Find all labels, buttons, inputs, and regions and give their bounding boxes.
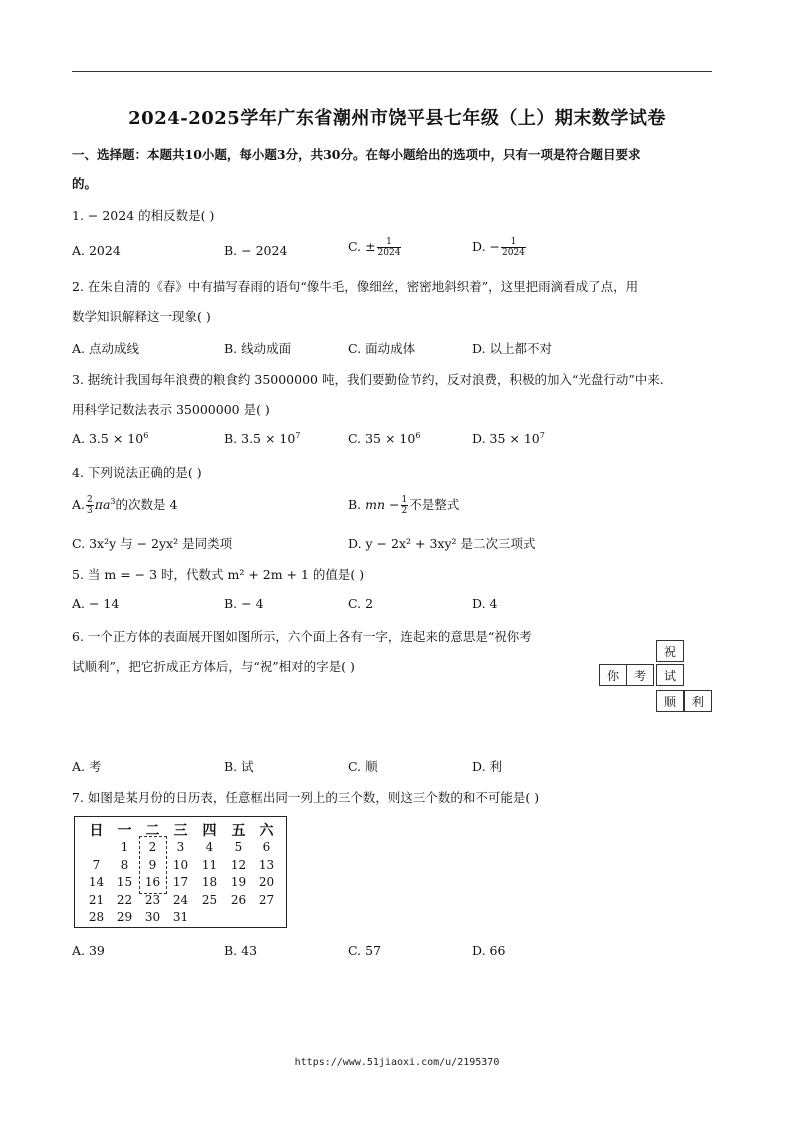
q3-option-a [72,431,148,446]
q3-b-base: B. 3.5 × 10 [224,431,296,447]
q2-option-a: A. 点动成线 [72,341,139,356]
calendar-day-cell: 15 [116,875,133,889]
q1-option-d [472,237,527,258]
q5-stem: 5. 当 m = − 3 时，代数式 m² + 2m + 1 的值是( ) [72,567,365,582]
q2-stem-line2: 数学知识解释这一现象( ) [72,309,211,324]
q3-option-d [472,431,545,446]
calendar-day-cell: 27 [258,892,275,907]
calendar-day-cell: 21 [88,892,105,907]
q6-stem-line1: 6. 一个正方体的表面展开图如图所示，六个面上各有一字，连起来的意思是“祝你考 [72,629,532,644]
calendar-day-cell: 23 [144,892,161,907]
q3-option-c [348,431,420,446]
q7-stem: 7. 如图是某月份的日历表，任意框出同一列上的三个数，则这三个数的和不可能是( ) [72,790,540,805]
calendar-day-cell: 29 [116,910,133,924]
q4-option-b [348,495,459,516]
calendar-day-cell: 17 [172,875,189,889]
net-face-shun: 顺 [656,690,684,712]
q2-option-b: B. 线动成面 [224,341,292,356]
q4-stem: 4. 下列说法正确的是( ) [72,465,202,480]
calendar-day-cell: 26 [230,892,247,907]
calendar-day-cell: 1 [120,840,129,854]
q1-option-a: A. 2024 [72,243,121,258]
q1-d-denominator: 2024 [502,248,525,258]
calendar-day-cell: 22 [116,892,133,907]
top-rule [72,71,712,72]
q4-b-suffix: 不是整式 [409,497,460,512]
calendar-header-cell: 日 [89,823,104,839]
net-face-shi: 试 [656,664,684,686]
q4-a-exponent: 3 [110,496,116,506]
q3-b-exponent: 7 [295,431,301,440]
q4-a-numerator: 2 [87,495,93,505]
q1-option-d-fraction [501,237,526,258]
calendar-day-cell: 28 [88,910,105,924]
calendar-day-cell: 25 [201,892,218,907]
calendar-day-cell: 3 [176,840,185,854]
calendar-day-cell: 11 [201,857,218,872]
calendar-header-cell: 五 [231,823,246,839]
q6-option-d: D. 利 [472,759,503,774]
calendar-header-cell: 一 [117,823,132,839]
q7-option-c: C. 57 [348,943,381,958]
q4-a-prefix: A. [72,497,86,512]
q5-option-b: B. − 4 [224,596,264,611]
calendar-day-cell: 20 [258,875,275,889]
q4-a-suffix: 的次数是 4 [115,497,178,512]
calendar-header-cell: 四 [202,823,217,839]
q3-a-base: A. 3.5 × 10 [72,431,144,447]
footer-url: https://www.51jiaoxi.com/u/2195370 [294,1057,500,1068]
calendar-header-cell: 二 [145,823,160,839]
q3-option-b [224,431,300,446]
q4-b-fraction [401,495,409,516]
net-face-zhu: 祝 [656,640,684,662]
calendar-day-cell: 24 [172,892,189,907]
calendar-day-cell: 18 [201,875,218,889]
q4-b-denominator: 2 [401,506,408,516]
calendar-day-cell: 30 [144,910,161,924]
q3-stem-line2: 用科学记数法表示 35000000 是( ) [72,402,270,417]
q4-b-numerator: 1 [401,495,408,505]
calendar-day-cell: 9 [148,857,157,872]
calendar-dashed-selection-box [139,836,167,894]
q1-option-c-fraction [377,237,402,258]
q6-option-b: B. 试 [224,759,254,774]
q2-option-c: C. 面动成体 [348,341,416,356]
calendar-day-cell: 12 [230,857,247,872]
q1-option-c-prefix: C. ± [348,239,376,254]
q3-a-exponent: 6 [143,431,149,440]
calendar-day-cell: 19 [230,875,247,889]
calendar-day-cell: 16 [144,875,161,889]
page-title: 2024-2025学年广东省潮州市饶平县七年级（上）期末数学试卷 [128,108,666,129]
net-face-li: 利 [684,690,712,712]
calendar-day-cell: 7 [92,857,101,872]
q7-option-b: B. 43 [224,943,258,958]
q5-option-a: A. − 14 [72,596,120,611]
calendar-day-cell: 4 [205,840,214,854]
section-heading-line2: 的。 [72,176,98,191]
calendar-table [74,816,287,928]
q4-option-c: C. 3x²y 与 − 2yx² 是同类项 [72,536,233,551]
calendar-day-cell: 6 [262,840,271,854]
q4-b-math: mn − [365,497,400,512]
q3-d-base: D. 35 × 10 [472,431,540,447]
q1-option-d-prefix: D. − [472,239,500,254]
q4-b-prefix: B. [348,497,362,512]
section-heading-line1: 一、选择题：本题共10小题，每小题3分，共30分。在每小题给出的选项中，只有一项是符合题目要求 [72,147,641,162]
calendar-day-cell: 13 [258,857,275,872]
q3-c-exponent: 6 [415,431,421,440]
q1-c-numerator: 1 [377,237,402,248]
calendar-day-cell: 14 [88,875,105,889]
net-face-ni: 你 [599,664,627,686]
q6-option-a: A. 考 [72,759,102,774]
q7-option-d: D. 66 [472,943,506,958]
q5-option-c: C. 2 [348,596,374,611]
q4-option-d: D. y − 2x² + 3xy² 是二次三项式 [348,536,536,551]
calendar-day-cell: 5 [234,840,243,854]
calendar-day-cell: 2 [148,840,157,854]
q4-a-math: πa [94,497,111,512]
q3-c-base: C. 35 × 10 [348,431,416,447]
q6-stem-line2: 试顺利”，把它折成正方体后，与“祝”相对的字是( ) [72,659,355,674]
q4-option-a [72,495,177,516]
q1-option-c [348,237,402,258]
q7-option-a: A. 39 [72,943,105,958]
q4-a-denominator: 3 [87,506,93,516]
q6-option-c: C. 顺 [348,759,378,774]
q1-option-b: B. − 2024 [224,243,288,258]
net-face-kao: 考 [626,664,654,686]
calendar-header-cell: 六 [259,823,274,839]
calendar-day-cell: 8 [120,857,129,872]
q5-option-d: D. 4 [472,596,498,611]
calendar-header-cell: 三 [173,823,188,839]
q1-stem: 1. − 2024 的相反数是( ) [72,208,215,223]
q3-stem-line1: 3. 据统计我国每年浪费的粮食约 35000000 吨，我们要勤俭节约，反对浪费，积极的加入“光盘行动”中来. [72,372,664,387]
q2-option-d: D. 以上都不对 [472,341,553,356]
q3-d-exponent: 7 [539,431,545,440]
q2-stem-line1: 2. 在朱自清的《春》中有描写春雨的语句“像牛毛，像细丝，密密地斜织着”，这里把雨滴看成了点，用 [72,279,639,294]
q4-a-fraction [86,495,94,516]
calendar-day-cell: 31 [172,910,189,924]
calendar-day-cell: 10 [172,857,189,872]
q1-c-denominator: 2024 [377,248,401,258]
q1-d-numerator: 1 [501,237,526,248]
